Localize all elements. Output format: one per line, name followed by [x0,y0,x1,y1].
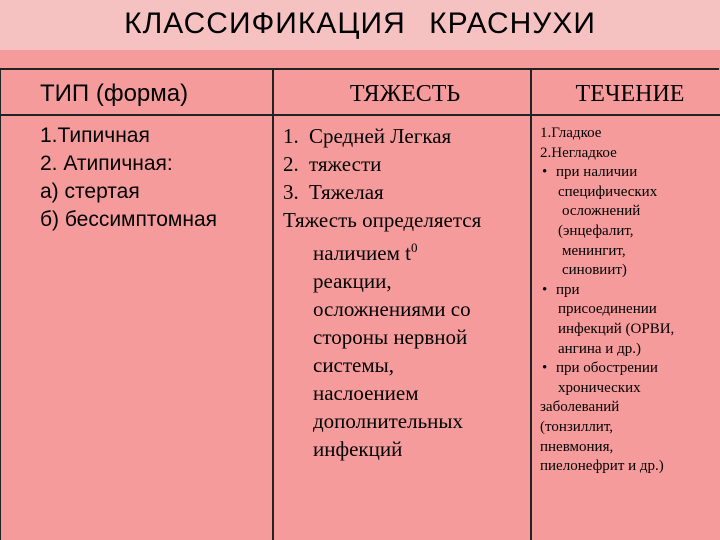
column-divider-2 [530,70,532,540]
severity-num: 1. [283,124,299,148]
course-line: осложнений [562,203,641,220]
severity-num: 2. [283,152,299,176]
severity-item [283,122,528,150]
severity-note-line: системы, [313,353,395,377]
course-bullet: • при [540,281,720,301]
severity-text: Средней Легкая [309,124,452,148]
severity-text: Тяжелая [309,180,384,204]
course-line: инфекций (ОРВИ, [558,320,675,337]
severity-note-line: инфекций [313,437,403,461]
type-item: а) стертая [40,180,140,203]
severity-column [283,122,528,463]
severity-note-line: осложнениями со [313,297,471,321]
severity-note-line: наслоением [313,381,419,405]
header-severity: ТЯЖЕСТЬ [349,81,461,107]
slide-title: КЛАССИФИКАЦИЯ КРАСНУХИ [124,7,596,40]
severity-item [283,150,528,178]
type-item: 2. Атипичная: [40,152,173,175]
header-course: ТЕЧЕНИЕ [575,81,685,107]
severity-note-line: стороны нервной [313,325,468,349]
course-bullet: • при наличии [540,163,720,183]
course-line: специфических [558,183,658,200]
course-line: синовиит) [562,262,627,279]
course-line: пневмония, [540,438,614,455]
type-item: б) бессимптомная [40,208,218,231]
course-item: 1.Гладкое [540,125,602,141]
severity-note-line: реакции, [313,269,392,293]
course-line: хронических [558,379,641,396]
severity-note-line: наличием $t^0$ [313,240,418,265]
course-bullet: • при обострении [540,359,720,379]
course-line: пиелонефрит и др.) [540,458,664,475]
severity-text: тяжести [309,152,382,176]
type-column [40,122,272,234]
course-item: 2.Негладкое [540,144,617,161]
course-line: (тонзиллит, [540,418,614,435]
course-line: менингит, [562,242,626,259]
course-line: (энцефалит, [558,222,634,239]
superscript: 0 [410,240,418,255]
course-line: ангина и др.) [558,340,641,357]
severity-note-first: Тяжесть определяется [283,208,482,232]
severity-item [283,178,528,206]
course-line: заболеваний [540,399,620,416]
column-divider-1 [272,70,274,540]
header-type: ТИП (форма) [40,80,189,107]
course-line: присоединении [558,301,657,318]
type-item: 1.Типичная [40,124,150,147]
severity-note-line: дополнительных [313,409,464,433]
severity-num: 3. [283,180,299,204]
header-divider [0,114,720,116]
course-column [540,124,720,477]
